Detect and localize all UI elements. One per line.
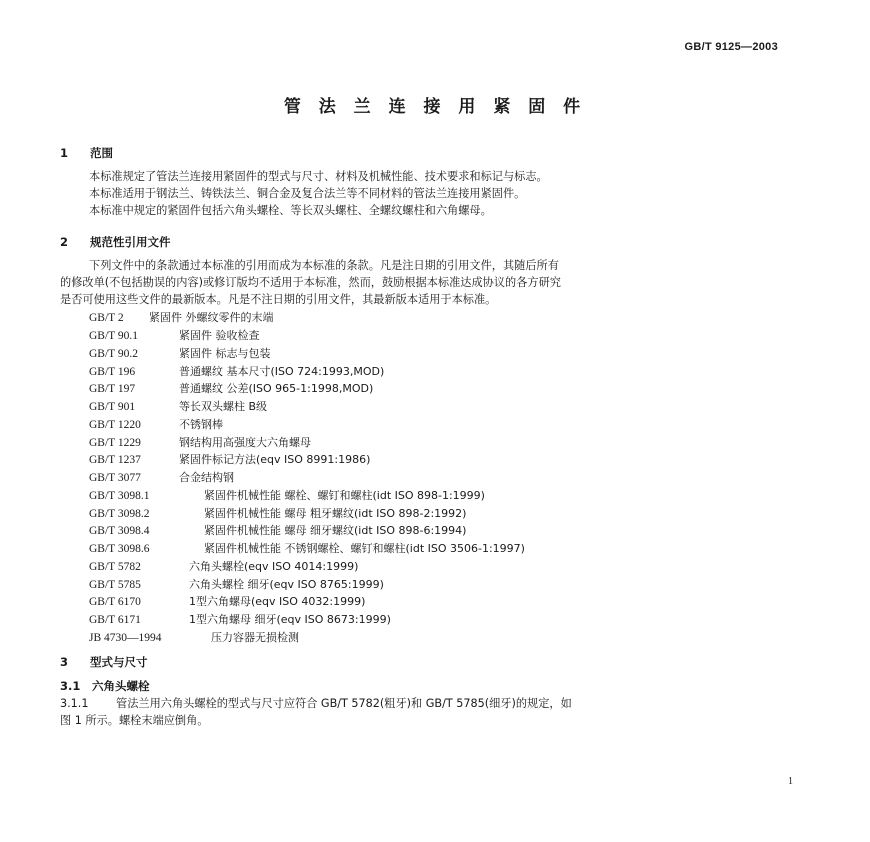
reference-item xyxy=(89,363,384,379)
paragraph-line: 的修改单(不包括勘误的内容)或修订版均不适用于本标准，然而，鼓励根据本标准达成协议的各方研究 xyxy=(60,276,561,289)
document-title: 管 法 兰 连 接 用 紧 固 件 xyxy=(283,97,587,117)
reference-item xyxy=(89,505,466,521)
section-number: 2 xyxy=(60,235,69,249)
section-title: 型式与尺寸 xyxy=(90,655,148,669)
subsection-title: 六角头螺栓 xyxy=(92,679,150,693)
paragraph: 本标准适用于钢法兰、铸铁法兰、铜合金及复合法兰等不同材料的管法兰连接用紧固件。 xyxy=(89,187,526,200)
paragraph-line: 下列文件中的条款通过本标准的引用而成为本标准的条款。凡是注日期的引用文件，其随后所有 xyxy=(89,259,559,272)
reference-code: GB/T 6170 xyxy=(89,596,141,608)
reference-item xyxy=(89,434,311,450)
subsection-number: 3.1 xyxy=(60,679,81,693)
reference-title: 六角头螺栓(eqv ISO 4014:1999) xyxy=(189,560,359,573)
reference-code: JB 4730—1994 xyxy=(89,632,162,644)
section-title: 规范性引用文件 xyxy=(90,235,171,249)
reference-item xyxy=(89,629,299,645)
reference-code: GB/T 901 xyxy=(89,401,136,413)
reference-item xyxy=(89,611,391,627)
reference-item xyxy=(89,309,274,325)
reference-item xyxy=(89,398,267,414)
subsection-3-1-heading xyxy=(60,678,150,694)
reference-item xyxy=(89,522,466,538)
section-title: 范围 xyxy=(90,146,113,160)
reference-title: 不锈钢棒 xyxy=(179,418,223,431)
reference-title: 紧固件标记方法(eqv ISO 8991:1986) xyxy=(179,453,371,466)
reference-code: GB/T 90.1 xyxy=(89,330,138,342)
clause-3-1-1 xyxy=(60,696,572,712)
reference-title: 1型六角螺母 细牙(eqv ISO 8673:1999) xyxy=(189,613,391,626)
reference-title: 紧固件 验收检查 xyxy=(179,329,260,342)
reference-title: 普通螺纹 基本尺寸(ISO 724:1993,MOD) xyxy=(179,365,385,378)
reference-item xyxy=(89,540,525,556)
reference-title: 紧固件机械性能 不锈钢螺栓、螺钉和螺柱(idt ISO 3506-1:1997) xyxy=(204,542,525,555)
reference-item xyxy=(89,487,485,503)
reference-code: GB/T 5785 xyxy=(89,579,141,591)
reference-code: GB/T 5782 xyxy=(89,561,141,573)
clause-text: 管法兰用六角头螺栓的型式与尺寸应符合 GB/T 5782(粗牙)和 GB/T 5785(细牙)的规定，如 xyxy=(116,697,572,710)
reference-code: GB/T 3077 xyxy=(89,472,141,484)
section-1-heading xyxy=(60,145,113,161)
reference-item xyxy=(89,345,271,361)
reference-title: 紧固件 标志与包装 xyxy=(179,347,271,360)
reference-title: 合金结构钢 xyxy=(179,471,234,484)
clause-number: 3.1.1 xyxy=(60,697,89,710)
reference-item xyxy=(89,416,223,432)
section-3-heading xyxy=(60,654,148,670)
reference-code: GB/T 1237 xyxy=(89,454,141,466)
reference-item xyxy=(89,451,370,467)
reference-code: GB/T 197 xyxy=(89,383,136,395)
reference-title: 紧固件机械性能 螺母 细牙螺纹(idt ISO 898-6:1994) xyxy=(204,524,467,537)
reference-title: 六角头螺栓 细牙(eqv ISO 8765:1999) xyxy=(189,578,384,591)
reference-code: GB/T 196 xyxy=(89,366,136,378)
reference-title: 紧固件机械性能 螺母 粗牙螺纹(idt ISO 898-2:1992) xyxy=(204,507,467,520)
section-number: 1 xyxy=(60,146,69,160)
reference-code: GB/T 3098.4 xyxy=(89,525,150,537)
reference-item xyxy=(89,327,260,343)
standard-code: GB/T 9125—2003 xyxy=(684,41,778,53)
reference-code: GB/T 6171 xyxy=(89,614,141,626)
reference-code: GB/T 3098.2 xyxy=(89,508,150,520)
reference-item xyxy=(89,469,234,485)
page-number: 1 xyxy=(788,776,793,787)
reference-code: GB/T 2 xyxy=(89,312,124,324)
paragraph-line: 是否可使用这些文件的最新版本。凡是不注日期的引用文件，其最新版本适用于本标准。 xyxy=(60,293,497,306)
reference-item xyxy=(89,380,373,396)
reference-title: 紧固件 外螺纹零件的末端 xyxy=(149,311,274,324)
reference-title: 钢结构用高强度大六角螺母 xyxy=(179,436,311,449)
paragraph: 本标准中规定的紧固件包括六角头螺栓、等长双头螺柱、全螺纹螺柱和六角螺母。 xyxy=(89,204,492,217)
reference-item xyxy=(89,593,365,609)
reference-title: 紧固件机械性能 螺栓、螺钉和螺柱(idt ISO 898-1:1999) xyxy=(204,489,485,502)
reference-title: 普通螺纹 公差(ISO 965-1:1998,MOD) xyxy=(179,382,374,395)
reference-item xyxy=(89,558,358,574)
clause-text-continued: 图 1 所示。螺栓末端应倒角。 xyxy=(60,714,209,727)
section-2-heading xyxy=(60,234,171,250)
reference-code: GB/T 3098.6 xyxy=(89,543,150,555)
reference-code: GB/T 1220 xyxy=(89,419,141,431)
reference-code: GB/T 3098.1 xyxy=(89,490,150,502)
reference-code: GB/T 90.2 xyxy=(89,348,138,360)
reference-code: GB/T 1229 xyxy=(89,437,141,449)
paragraph: 本标准规定了管法兰连接用紧固件的型式与尺寸、材料及机械性能、技术要求和标记与标志。 xyxy=(89,170,548,183)
reference-title: 1型六角螺母(eqv ISO 4032:1999) xyxy=(189,595,366,608)
reference-title: 等长双头螺柱 B级 xyxy=(179,400,268,413)
section-number: 3 xyxy=(60,655,69,669)
reference-item xyxy=(89,576,384,592)
reference-title: 压力容器无损检测 xyxy=(211,631,299,644)
